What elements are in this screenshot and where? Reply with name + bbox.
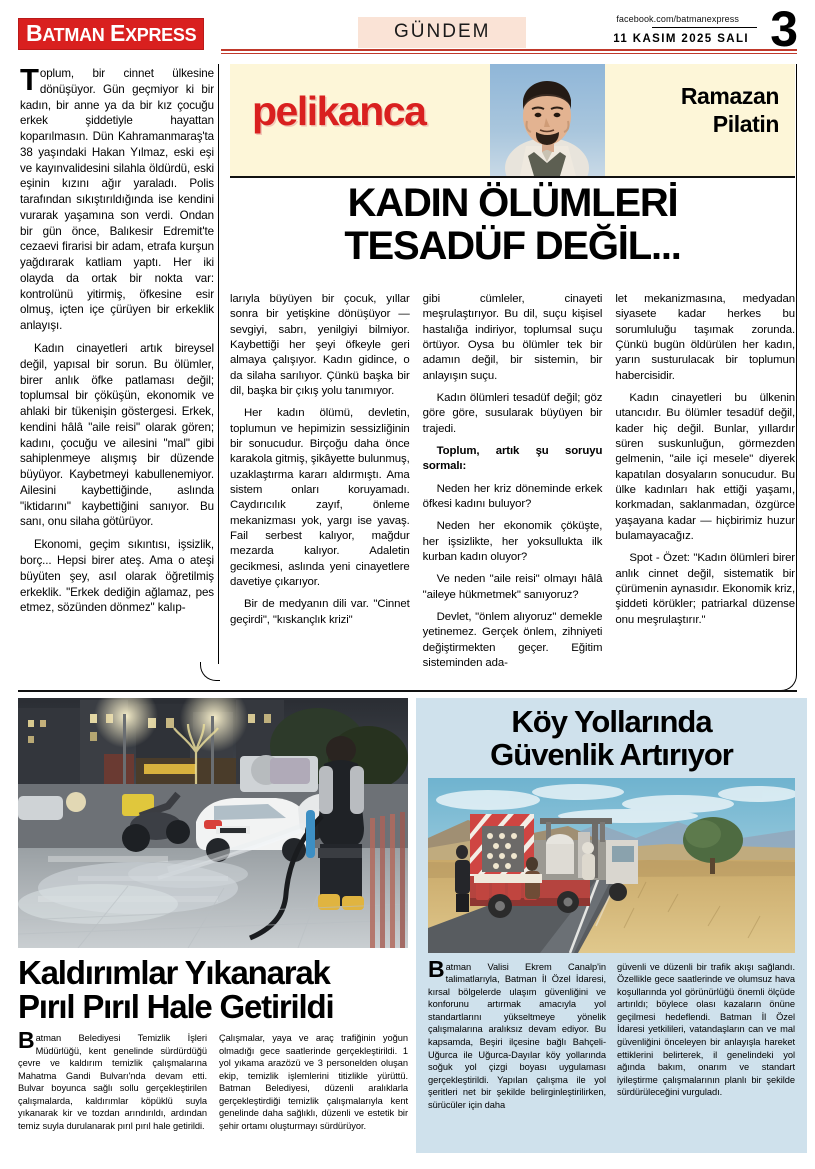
masthead-rule-secondary <box>221 53 797 54</box>
bottom-left-headline-line2: Pırıl Pırıl Hale Getirildi <box>18 987 334 1025</box>
paragraph: Ve neden "aile reisi" olmayı hâlâ "aileye hükmetmek" sanıyoruz? <box>422 573 603 601</box>
opinion-article <box>18 64 797 689</box>
bottom-left-column-1 <box>18 1026 207 1132</box>
masthead <box>18 0 797 58</box>
street-washing-photo-svg <box>18 698 408 948</box>
opinion-headline-line1: KADIN ÖLÜMLERİ <box>347 181 678 225</box>
street-washing-photo <box>18 698 408 948</box>
paragraph: Ekonomi, geçim sıkıntısı, işsizlik, borç... Hepsi birer ateş. Ama o ateşi büyüten şey, asıl olarak öğretilmiş erkeklik. "Erkek dediğin ağlamaz, pes etmez, sözünden dönmez" kalıp- <box>20 538 214 615</box>
drop-cap: B <box>18 1026 35 1053</box>
bottom-left-body <box>18 1026 408 1132</box>
bottom-left-article <box>18 698 408 1153</box>
newspaper-logo: BATMAN EXPRESS <box>18 18 204 50</box>
bottom-right-headline-line1: Köy Yollarında <box>511 704 712 739</box>
paragraph: Neden her ekonomik çöküşte, her işsizlikte, her yoksullukta ilk kurban kadın oluyor? <box>422 520 603 563</box>
bottom-right-column-1 <box>428 955 606 1112</box>
opinion-brand: pelikanca <box>252 88 426 134</box>
opinion-column-4 <box>615 292 795 678</box>
opinion-column-3 <box>423 292 603 678</box>
page-number: 3 <box>770 1 797 57</box>
drop-cap: T <box>20 62 39 97</box>
bottom-left-column-2 <box>219 1032 408 1132</box>
bottom-right-column-2 <box>617 961 795 1112</box>
author-portrait-svg <box>490 64 605 176</box>
paragraph: Devlet, "önlem alıyoruz" demekle yetinemez. Gerçek önlem, zihniyeti değiştirmekten geçer. Eğitim sisteminden ada- <box>422 610 603 669</box>
opinion-column-2 <box>230 292 410 678</box>
author-photo <box>490 64 605 176</box>
road-marking-photo-svg <box>428 778 795 953</box>
paragraph: gibi cümleler, cinayeti meşrulaştırıyor. Bu dil, suçu kişisel hastalığa indiriyor, toplumsal suçu örtüyor. Oysa bu ölümler tek bir adamın değil, bir sistemin, bir anlayışın suçu. <box>422 293 603 382</box>
paragraph: Kadın ölümleri tesadüf değil; göz göre göre, susularak büyüyen bir trajedi. <box>422 391 603 435</box>
logo-first: ATMAN <box>42 25 105 45</box>
paragraph-text: atman Belediyesi Temizlik İşleri Müdürlüğü, kent genelinde sürdürdüğü çevre ve kaldırım temizlik çalışmalarına Mahatma Gandi Bulvarı'nda devam etti. Bulvar boyunca sağlı sollu gerçekleştirilen çalışmalarda, kaldırımlar köpüklü suyla yıkanarak kir ve tozdan arındırıldı, ardından temiz suyla durulanarak pırıl pırıl hale getirildi. <box>18 1032 207 1131</box>
author-name <box>681 82 779 138</box>
paragraph-question-intro: Toplum, artık şu soruyu sormalı: <box>422 444 603 473</box>
bottom-right-headline <box>416 698 807 778</box>
paragraph: Kadın cinayetleri bu ülkenin utancıdır. Bu ölümler tesadüf değil, kader hiç değil. Bunlar, yıllardır süren suskunluğun, görmezden gelmenin, "aile içi mesele" diyerek kapatılan dosyaların sonucudur. Bu ülke kadınları hak ettiği yaşamı, korkmadan, saklanmadan, özgürce yaşayana kadar — hiçbirimiz huzur bulamayacağız. <box>615 391 796 542</box>
road-marking-photo <box>428 778 795 953</box>
bottom-right-headline-line2: Güvenlik Artırıyor <box>490 736 733 772</box>
lead-paragraph-text: oplum, bir cinnet ülkesine dönüşüyor. Gün geçmiyor ki bir kadın, bir anne ya da bir kız çocuğu erkek şiddetiyle hayattan koparılmasın. Dün Kahramanmaraş'ta 38 yaşındaki Hakan Yılmaz, eski eşi ve kayınvalidesini silahla öldürdü, eski eşinin kızını ağır yaraladı. Polis tarafından sıkıştırıldığında ise kendini vurarak yaşamına son verdi. Ondan bir gün önce, Balıkesir Edremit'te cezaevi firarisi bir adam, etrafa kurşun yağdırarak katliam yaptı. Her iki olayda da ortak bir nokta var: kontrolünü yitirmiş, öfkesine esir olmuş, içten içe çürüyen bir erkeklik anlayışı. <box>20 67 214 333</box>
section-label: GÜNDEM <box>358 17 526 48</box>
opinion-headline-line2: TESADÜF DEĞİL... <box>344 224 681 269</box>
paragraph: Bir de medyanın dili var. "Cinnet geçirdi", "kıskançlık krizi" <box>230 598 410 626</box>
bottom-right-body <box>416 953 807 1122</box>
opinion-header-band <box>230 64 795 178</box>
author-name-line1: Ramazan <box>680 83 779 109</box>
author-name-line2: Pilatin <box>712 111 779 138</box>
article-right-border <box>796 64 797 674</box>
masthead-rule <box>221 49 797 51</box>
lead-paragraph <box>20 62 214 334</box>
opinion-headline <box>230 182 795 268</box>
paragraph: güvenli ve düzenli bir trafik akışı sağlandı. Özellikle gece saatlerinde ve olumsuz hava koşullarında yol görünürlüğü önemli ölçüde artırıldı; böylece olası kazaların önüne geçilmesi hedeflendi. Batman İl Özel İdaresi yetkilileri, vatandaşların can ve mal güvenliğini önceleyen bir anlayışla hareket ettiklerini belirterek, il genelindeki yol ağında bakım, onarım ve standart iyileştirme çalışmalarının planlı bir şekilde sürdürüleceğini vurguladı. <box>617 961 795 1098</box>
paragraph: let mekanizmasına, medyadan siyasete kadar herkes bu sorumluluğu taşımak zorunda. Çünkü bugün öldürülen her kadın, yarın susturulacak bir toplumun habercisidir. <box>615 293 796 382</box>
date-rule <box>652 27 757 28</box>
paragraph: Her kadın ölümü, devletin, toplumun ve hepimizin sessizliğinin bir sonucudur. Birçoğu daha önce karakola gitmiş, şikâyette bulunmuş, uzaklaştırma kararı aldırmıştı. Ama sistem onları koruyamadı. Caydırıcılık zayıf, önleme mekanizması yok, yargı ise yavaş. Fail serbest kalıyor, mağdur mezarda kalıyor. Adaletin gecikmesi, aslında yeni cinayetlere davetiye çıkarıyor. <box>230 407 410 588</box>
paragraph: Çalışmalar, yaya ve araç trafiğinin yoğun olmadığı gece saatlerinde gerçekleştirildi. 1 yol yıkama arazözü ve 3 personelden oluşan ekip, temizlik işlemlerini titizlikle yürüttü. Batman Belediyesi, düzenli aralıklarla gerçekleştirdiği temizlik çalışmalarıyla kent genelinde daha sağlıklı, düzenli ve estetik bir şehir ortamı oluşturmayı sürdürüyor. <box>219 1032 408 1131</box>
bottom-left-headline-line1: Kaldırımlar Yıkanarak <box>18 954 330 991</box>
bottom-left-headline <box>18 956 408 1024</box>
social-handle: facebook.com/batmanexpress <box>616 14 739 24</box>
section-separator <box>18 690 797 692</box>
paragraph <box>428 955 606 1112</box>
paragraph-summary: Spot - Özet: "Kadın ölümleri birer anlık cinnet değil, sistematik bir çürümenin aynasıdır. Ekonomik kriz, şiddeti körükler; patriarkal düzense onu meşrulaştırır." <box>615 552 796 626</box>
paragraph: larıyla büyüyen bir çocuk, yıllar sonra bir yetişkine dönüşüyor — sevgiyi, sabrı, yenilgiyi bilmiyor. Kaybettiği her şeyi öfkeyle geri almaya çalışıyor. Kadın gidince, o da silaha sarılıyor. Çünkü başka bir dil, başka bir çıkış yolu tanımıyor. <box>230 293 410 397</box>
paragraph: Kadın cinayetleri artık bireysel değil, yapısal bir sorun. Bu ölümler, birer anlık öfke patlaması değil; toplumsal bir çöküşün, ekonomik ve ahlaki bir tükenişin göstergesi. Erkek, kendini hâlâ "aile reisi" olarak gören; kadını, çocuğu ve ailesini "mal" gibi sahiplenmeye alışmış bir düzende büyüyor. Kaybetmeyi kabullenemiyor. Ailesini kaybettiğinde, aslında "iktidarını" kaybettiğini sanıyor. Bu sanı, onu silaha götürüyor. <box>20 342 214 529</box>
paragraph <box>18 1026 207 1132</box>
paragraph: Neden her kriz döneminde erkek öfkesi kadını buluyor? <box>422 482 603 510</box>
drop-cap: B <box>428 955 445 982</box>
column-divider <box>218 64 219 664</box>
publication-date: 11 KASIM 2025 SALI <box>613 33 749 45</box>
opinion-body-columns <box>230 292 795 678</box>
opinion-lead-column <box>20 62 214 681</box>
paragraph-text: atman Valisi Ekrem Canalp'in talimatlarıyla, Batman İl Özel İdaresi, kırsal bölgelerde ulaşım güvenliğini ve konforunu artırmak amacıyla yol standartlarını yükseltmeye yönelik çalışmalarına aralıksız devam ediyor. Bu kapsamda, Beşiri ilçesine bağlı Bahçeli-Uğurca ile Uğurca-Dayılar köy yollarında soğuk yol çizgi boyası uygulaması gerçekleştirildi. Yapılan çalışma ile yol şeritleri net bir şekilde belirginleştirilirken, sürücüler için daha <box>428 961 606 1110</box>
bottom-right-article <box>416 698 807 1153</box>
logo-second: XPRESS <box>125 25 197 45</box>
bottom-section <box>18 698 797 1153</box>
